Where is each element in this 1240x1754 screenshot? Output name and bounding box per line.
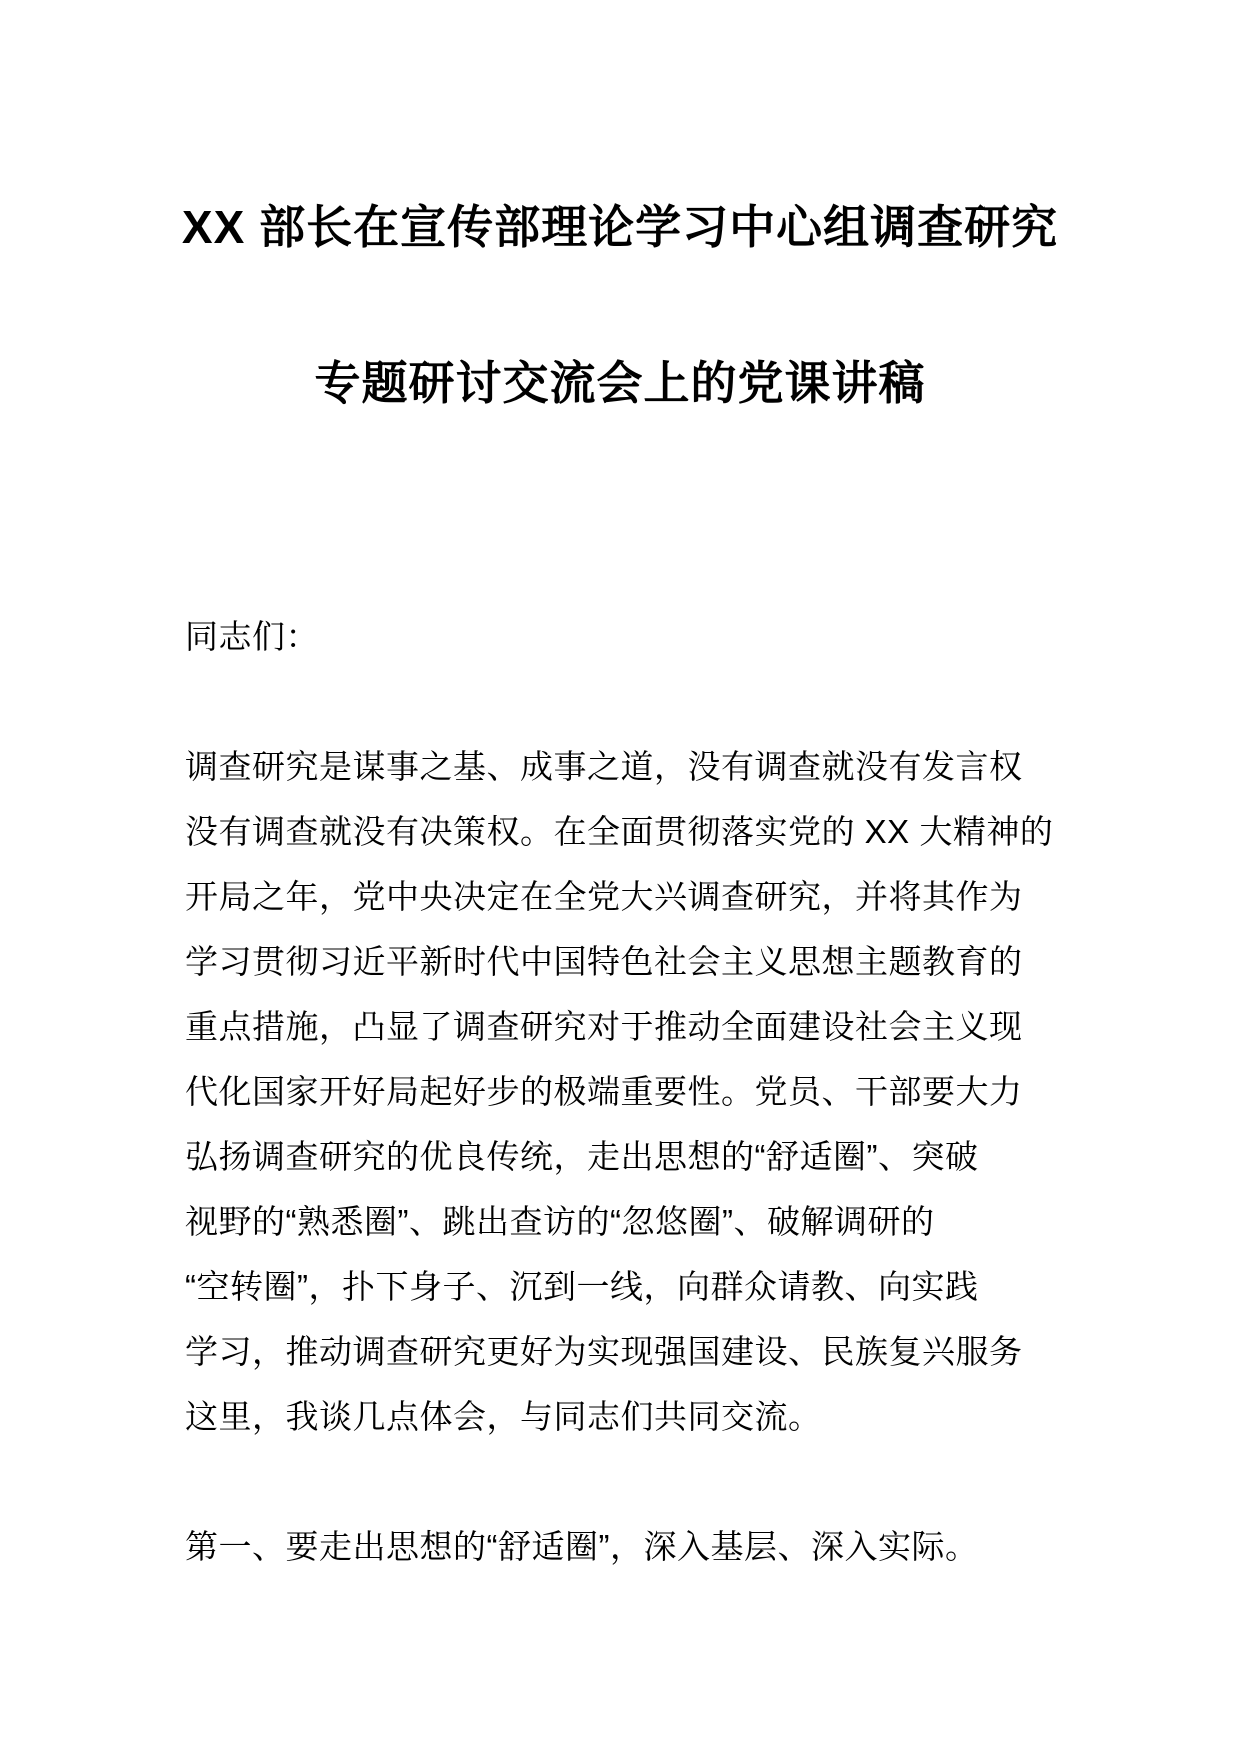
paragraph-line: 视野的“熟悉圈”、跳出查访的“忽悠圈”、破解调研的: [185, 1203, 935, 1240]
document-title-line-2: 专题研讨交流会上的党课讲稿: [314, 357, 926, 409]
paragraph-line: “空转圈”，扑下身子、沉到一线，向群众请教、向实践: [185, 1268, 979, 1305]
paragraph-line: 代化国家开好局起好步的极端重要性。党员、干部要大力: [185, 1073, 1023, 1110]
section-heading-first-point: 第一、要走出思想的“舒适圈”，深入基层、深入实际。: [185, 1528, 979, 1565]
opening-paragraph: [185, 734, 1055, 1449]
paragraph-line: 这里，我谈几点体会，与同志们共同交流。: [185, 1398, 822, 1435]
paragraph-line: 开局之年，党中央决定在全党大兴调查研究，并将其作为: [185, 878, 1023, 915]
paragraph-line: 学习，推动调查研究更好为实现强国建设、民族复兴服务: [185, 1333, 1023, 1370]
salutation: 同志们：: [185, 618, 319, 655]
document-title-line-1: XX 部长在宣传部理论学习中心组调查研究: [181, 201, 1059, 253]
document-body: [185, 604, 1055, 1579]
paragraph-line: 重点措施，凸显了调查研究对于推动全面建设社会主义现: [185, 1008, 1023, 1045]
paragraph-line: 调查研究是谋事之基、成事之道，没有调查就没有发言权: [185, 748, 1023, 785]
document-title: [0, 0, 1240, 414]
paragraph-line: 弘扬调查研究的优良传统，走出思想的“舒适圈”、突破: [185, 1138, 979, 1175]
paragraph-line: 没有调查就没有决策权。在全面贯彻落实党的 XX 大精神的: [185, 813, 1054, 850]
paragraph-line: 学习贯彻习近平新时代中国特色社会主义思想主题教育的: [185, 943, 1023, 980]
